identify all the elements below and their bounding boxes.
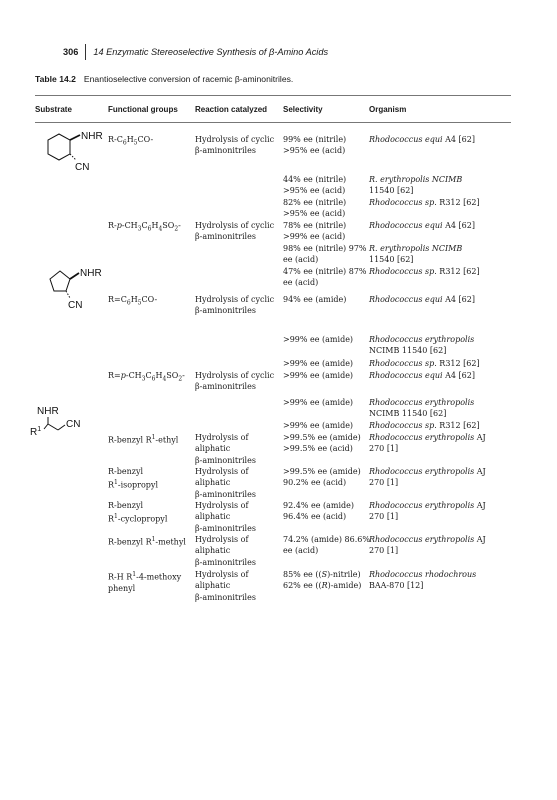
row-10-organism: Rhodococcus equi A4 [62] (369, 371, 475, 380)
row-3-selectivity: 82% ee (nitrile) >95% ee (acid) (283, 198, 347, 219)
cyclopentane-aminonitrile-structure (38, 262, 108, 318)
page-number: 306 (63, 44, 86, 60)
row-17-functional-group: R-H $R^1-4$-methoxy phenyl (108, 571, 182, 593)
row-4-selectivity: 78% ee (nitrile) >99% ee (acid) (283, 221, 347, 242)
row-6-selectivity: 47% ee (nitrile) 87% ee (acid) (283, 267, 367, 288)
row-16-organism: Rhodococcus erythropolis AJ 270 [1] (369, 535, 486, 556)
row-5-organism: R. erythropolis NCIMB 11540 [62] (369, 244, 463, 265)
row-9-organism: Rhodococcus sp. R312 [62] (369, 359, 480, 368)
row-9-selectivity: >99% ee (amide) (283, 359, 354, 368)
row-12-organism: Rhodococcus sp. R312 [62] (369, 421, 480, 430)
row-13-selectivity: >99.5% ee (amide) >99.5% ee (acid) (283, 433, 361, 454)
table-caption-text: Enantioselective conversion of racemic β-aminonitriles. (83, 74, 294, 84)
running-title: 14 Enzymatic Stereoselective Synthesis of β-Amino Acids (93, 47, 329, 57)
s3-r-label: R (30, 427, 38, 438)
row-15-reaction: Hydrolysis of aliphatic β-aminonitriles (195, 501, 256, 533)
row-16-selectivity: 74.2% (amide) 86.6% ee (acid) (283, 535, 370, 556)
row-4-organism: Rhodococcus equi A4 [62] (369, 221, 475, 230)
row-1-functional-group: $R-C_6H_5CO-$ (108, 135, 154, 147)
s1-cn-label: CN (75, 162, 90, 173)
table-top-rule (35, 95, 511, 96)
row-15-organism: Rhodococcus erythropolis AJ 270 [1] (369, 501, 486, 522)
column-header-selectivity: Selectivity (283, 105, 323, 114)
row-16-reaction: Hydrolysis of aliphatic β-aminonitriles (195, 535, 256, 567)
row-14-functional-group: R-benzyl $R^1$-isopropyl (108, 467, 159, 490)
column-header-organism: Organism (369, 105, 407, 114)
row-15-selectivity: 92.4% ee (amide) 96.4% ee (acid) (283, 501, 354, 522)
row-7-reaction: Hydrolysis of cyclic β-aminonitriles (195, 295, 275, 316)
row-14-selectivity: >99.5% ee (amide) 90.2% ee (acid) (283, 467, 361, 488)
row-10-selectivity: >99% ee (amide) (283, 371, 354, 380)
table-label: Table 14.2 (35, 74, 76, 84)
row-14-reaction: Hydrolysis of aliphatic β-aminonitriles (195, 467, 256, 499)
row-2-organism: R. erythropolis NCIMB 11540 [62] (369, 175, 463, 196)
row-7-organism: Rhodococcus equi A4 [62] (369, 295, 475, 304)
row-11-organism: Rhodococcus erythropolis NCIMB 11540 [62] (369, 398, 475, 419)
row-17-organism: Rhodococcus rhodochrous BAA-870 [12] (369, 570, 477, 591)
row-16-functional-group: R-benzyl $R^1$-methyl (108, 536, 186, 547)
row-7-functional-group: $R=C_6H_5CO-$ (108, 295, 158, 307)
row-15-functional-group: R-benzyl $R^1$-cyclopropyl (108, 501, 168, 524)
row-10-reaction: Hydrolysis of cyclic β-aminonitriles (195, 371, 275, 392)
s3-cn-label: CN (66, 419, 81, 430)
s3-r-superscript: 1 (37, 426, 42, 433)
row-14-organism: Rhodococcus erythropolis AJ 270 [1] (369, 467, 486, 488)
row-17-selectivity: 85% ee ((S)-nitrile) 62% ee ((R)-amide) (283, 570, 362, 591)
s1-nhr-label: NHR (81, 131, 103, 142)
cyclohexane-aminonitrile-structure (38, 126, 108, 176)
row-1-organism: Rhodococcus equi A4 [62] (369, 135, 475, 144)
column-header-functional-groups: Functional groups (108, 105, 178, 114)
running-header (63, 44, 328, 60)
column-header-reaction: Reaction catalyzed (195, 105, 268, 114)
row-8-organism: Rhodococcus erythropolis NCIMB 11540 [62] (369, 335, 475, 356)
column-header-substrate: Substrate (35, 105, 72, 114)
row-10-functional-group: $R=p-CH_3C_6H_4SO_2-$ (108, 371, 185, 383)
row-13-functional-group: R-benzyl $R^1$-ethyl (108, 434, 179, 445)
row-11-selectivity: >99% ee (amide) (283, 398, 354, 407)
row-17-reaction: Hydrolysis of aliphatic β-aminonitriles (195, 570, 256, 602)
s3-nhr-label: NHR (37, 406, 59, 417)
aliphatic-aminonitrile-structure (30, 402, 106, 446)
row-13-organism: Rhodococcus erythropolis AJ 270 [1] (369, 433, 486, 454)
s2-cn-label: CN (68, 300, 83, 311)
table-caption (35, 74, 293, 84)
row-4-functional-group: $R-p-CH_3C_6H_4SO_2-$ (108, 221, 181, 233)
row-2-selectivity: 44% ee (nitrile) >95% ee (acid) (283, 175, 347, 196)
row-12-selectivity: >99% ee (amide) (283, 421, 354, 430)
row-3-organism: Rhodococcus sp. R312 [62] (369, 198, 480, 207)
row-7-selectivity: 94% ee (amide) (283, 295, 347, 304)
row-8-selectivity: >99% ee (amide) (283, 335, 354, 344)
row-1-selectivity: 99% ee (nitrile) >95% ee (acid) (283, 135, 347, 156)
svg-text:R1 (30, 426, 41, 438)
s2-nhr-label: NHR (80, 268, 102, 279)
row-6-organism: Rhodococcus sp. R312 [62] (369, 267, 480, 276)
row-4-reaction: Hydrolysis of cyclic β-aminonitriles (195, 221, 275, 242)
row-5-selectivity: 98% ee (nitrile) 97% ee (acid) (283, 244, 367, 265)
table-header-rule (35, 122, 511, 123)
row-1-reaction: Hydrolysis of cyclic β-aminonitriles (195, 135, 275, 156)
row-13-reaction: Hydrolysis of aliphatic β-aminonitriles (195, 433, 256, 465)
